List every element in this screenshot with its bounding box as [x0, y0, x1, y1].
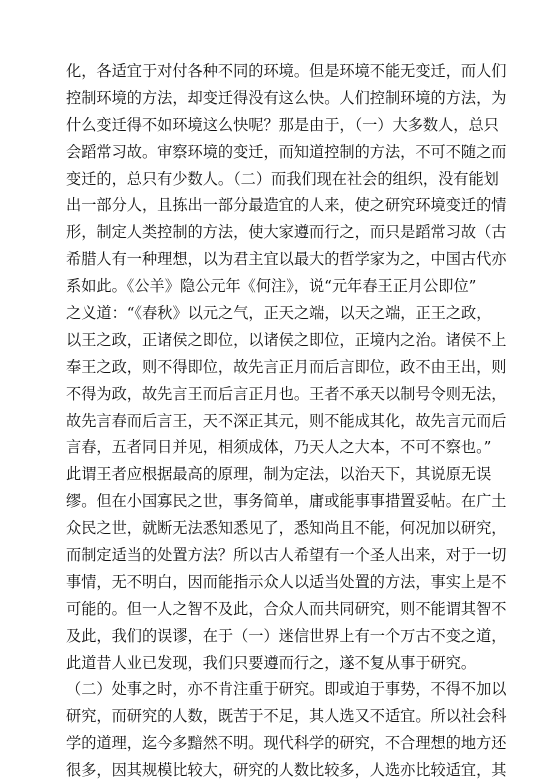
text-line: 而制定适当的处置方法？所以古人希望有一个圣人出来，对于一切 [66, 546, 507, 565]
text-line: 形，制定人类控制的方法，使大家遵而行之，而只是蹈常习故（古 [66, 223, 507, 242]
text-line: 很多，因其规模比较大，研究的人数比较多，人选亦比较适宜，其 [66, 761, 507, 780]
text-line: 出一部分人，且拣出一部分最造宜的人来，使之研究环境变迁的情 [66, 196, 507, 215]
text-line: 及此，我们的误谬，在于（一）迷信世界上有一个万古不变之道， [66, 626, 507, 645]
text-line: 化，各适宜于对付各种不同的环境。但是环境不能无变迁，而人们 [66, 62, 507, 80]
text-line: 变迁的，总只有少数人。（二）而我们现在社会的组织，没有能划 [66, 169, 499, 188]
text-line: （二）处事之时，亦不肯注重于研究。即或迫于事势，不得不加以 [66, 680, 507, 699]
text-line: 会蹈常习故。审察环境的变迁，而知道控制的方法，不可不随之而 [66, 142, 507, 161]
text-line: 研究，而研究的人数，既苦于不足，其人选又不适宜。所以社会科 [66, 707, 507, 726]
text-line: 可能的。但一人之智不及此，合众人而共同研究，则不能谓其智不 [66, 599, 507, 618]
text-line: 众民之世，就断无法悉知悉见了，悉知尚且不能，何况加以研究， [66, 519, 507, 538]
text-line: 此道昔人业已发现，我们只要遵而行之，遂不复从事于研究。 [66, 653, 477, 672]
text-line: 什么变迁得不如环境这么快呢？那是由于，（一）大多数人，总只 [66, 115, 499, 134]
text-line: 事情，无不明白，因而能指示众人以适当处置的方法，事实上是不 [66, 572, 507, 591]
body-text [66, 58, 507, 784]
text-line: 以王之政，正诸侯之即位，以诸侯之即位，正境内之治。诸侯不上 [66, 330, 507, 349]
text-line: 故先言春而后言王，天不深正其元，则不能成其化，故先言元而后 [66, 411, 507, 430]
text-line: 希腊人有一种理想，以为君主宜以最大的哲学家为之，中国古代亦 [66, 250, 507, 269]
text-line: 奉王之政，则不得即位，故先言正月而后言即位，政不由王出，则 [66, 357, 507, 376]
text-line: 此谓王者应根据最高的原理，制为定法，以治天下，其说原无误 [66, 465, 492, 484]
text-line: 学的道理，迄今多黯然不明。现代科学的研究，不合理想的地方还 [66, 734, 507, 753]
text-line: 之义道：“《春秋》以元之气，正天之端，以天之端，正王之政， [66, 304, 492, 323]
text-line: 控制环境的方法，却变迁得没有这么快。人们控制环境的方法，为 [66, 88, 507, 107]
text-line: 不得为政，故先言王而后言正月也。王者不承天以制号令则无法， [66, 384, 507, 403]
text-line: 言春，五者同日并见，相须成体，乃天人之大本，不可不察也。” [66, 438, 492, 457]
text-line: 系如此。《公羊》隐公元年《何注》，说“元年春王正月公即位” [66, 277, 477, 296]
text-line: 缪。但在小国寡民之世，事务简单，庸或能事事措置妥帖。在广土 [66, 492, 507, 511]
